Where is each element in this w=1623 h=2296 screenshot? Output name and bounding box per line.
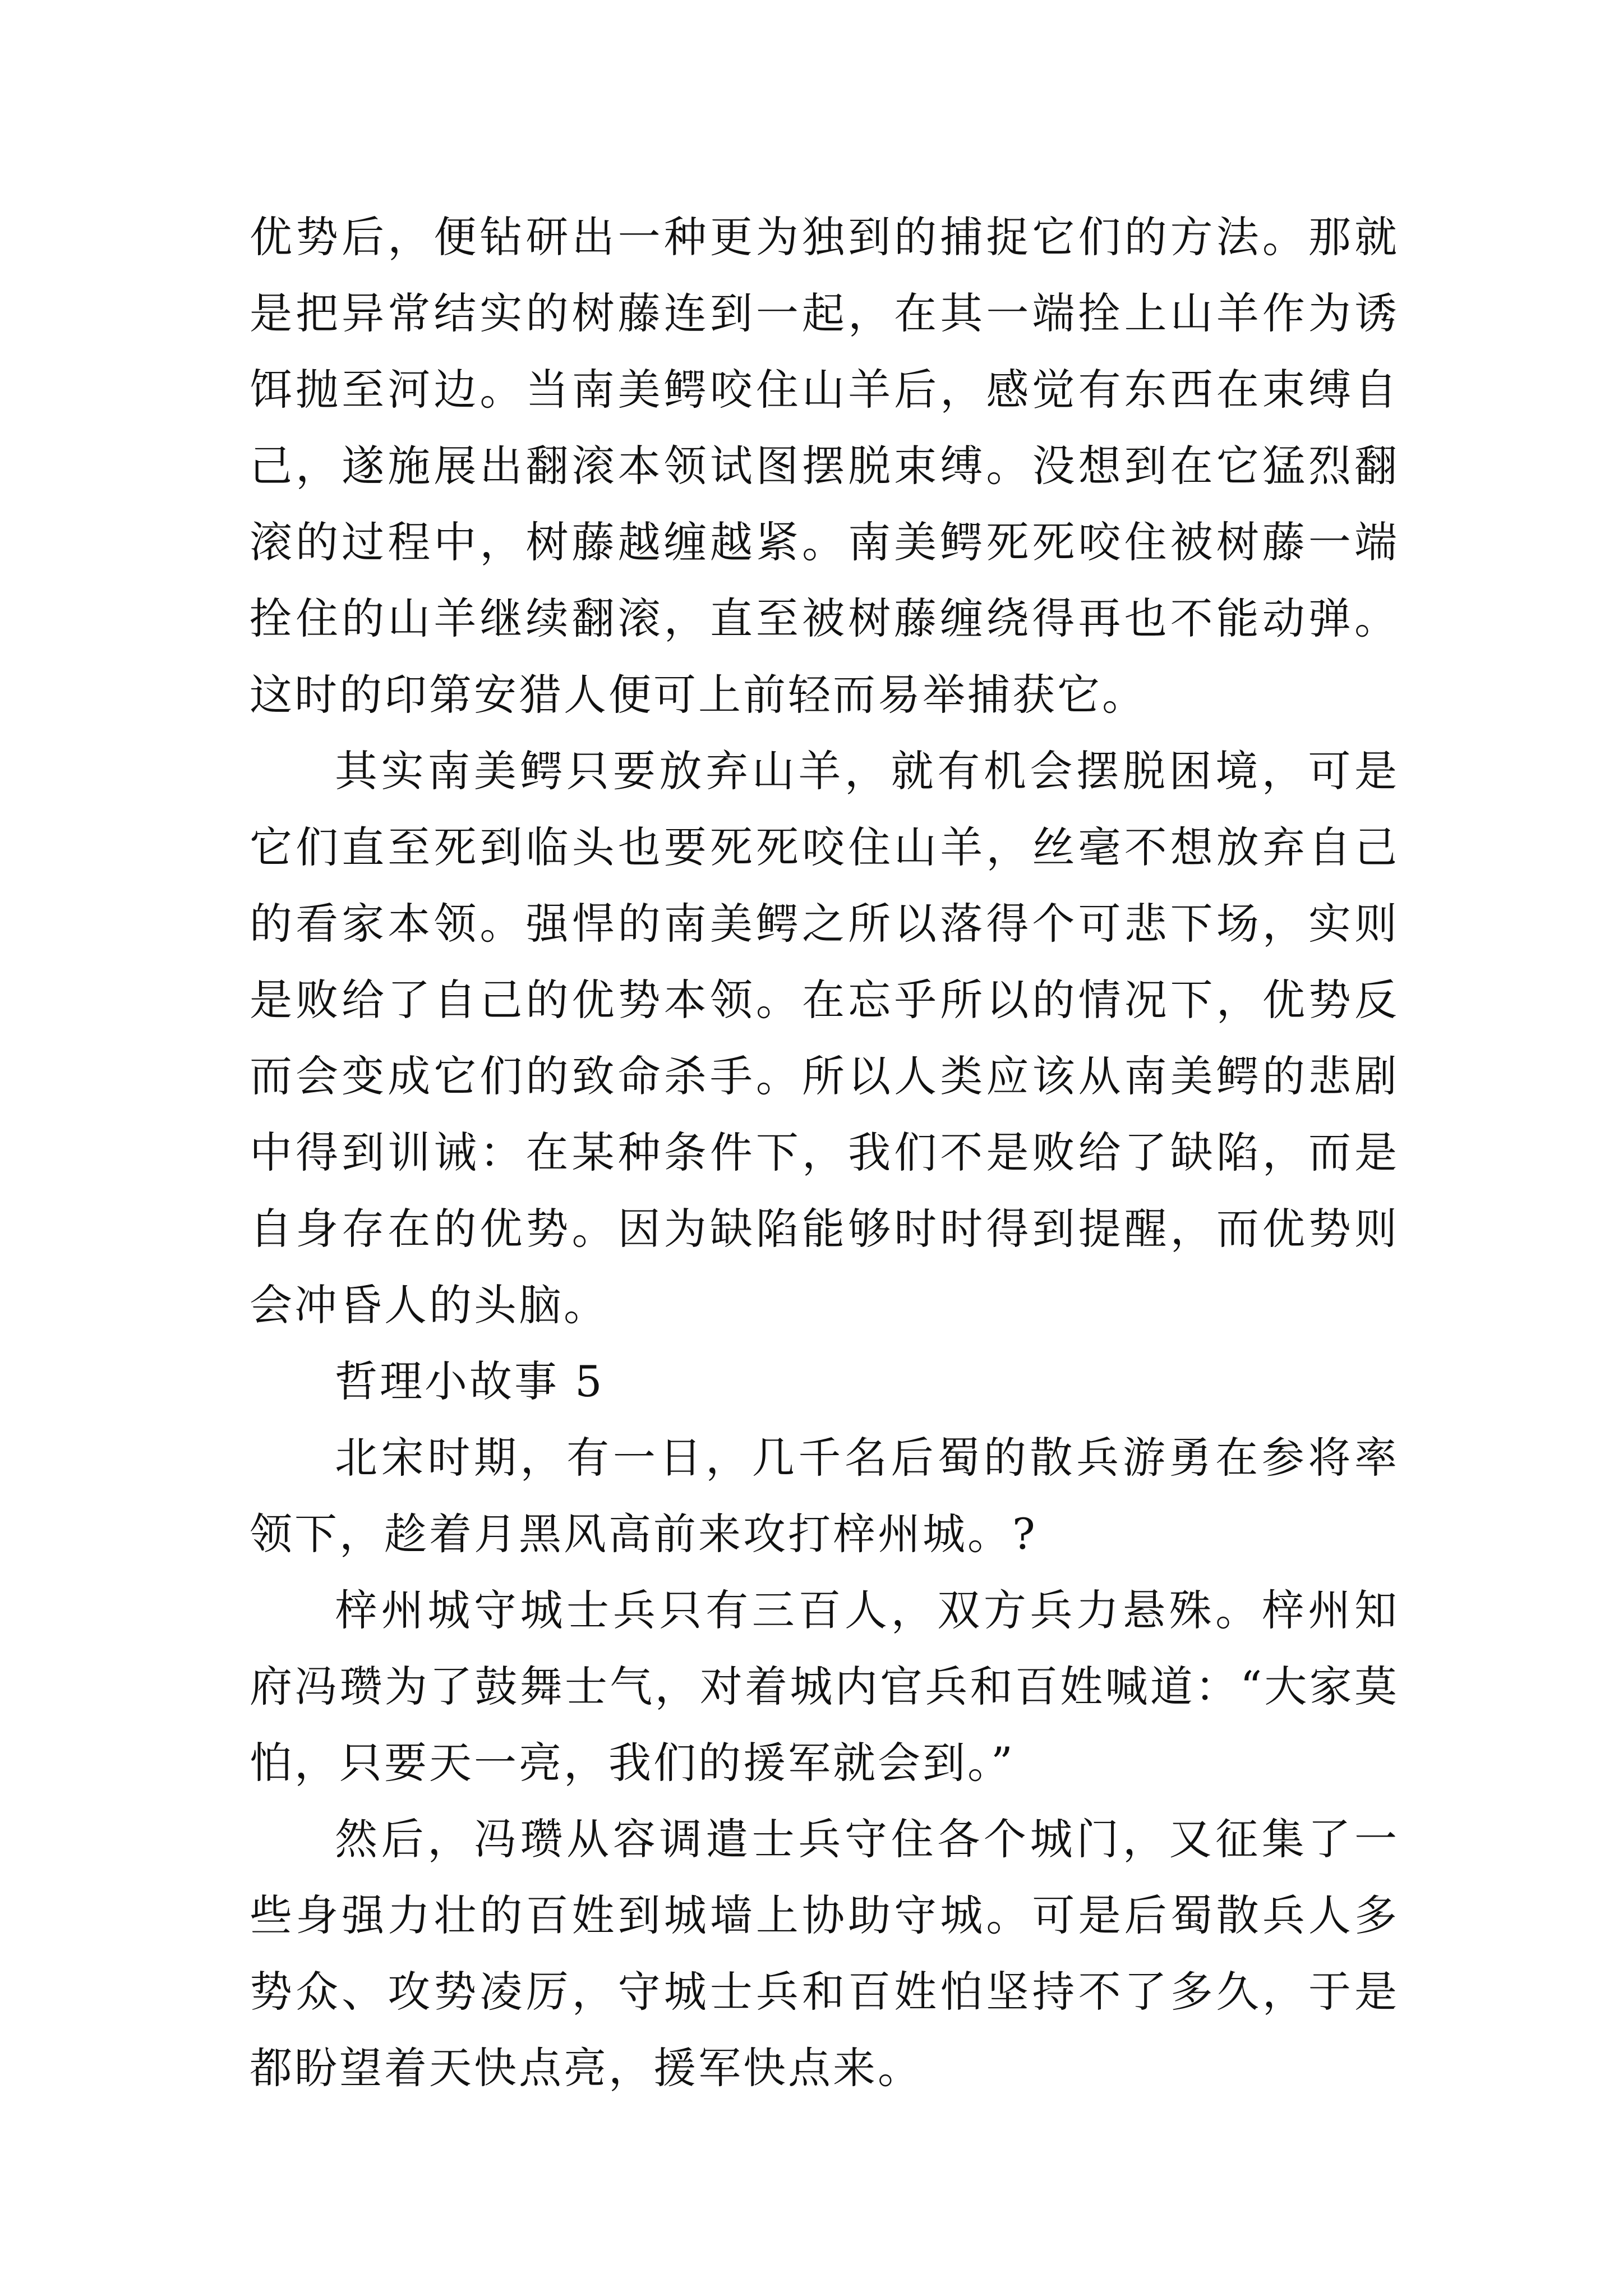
paragraph-zizhou-defense: 梓州城守城士兵只有三百人，双方兵力悬殊。梓州知府冯瓒为了鼓舞士气，对着城内官兵和百姓喊道：“大家莫怕，只要天一亮，我们的援军就会到。” <box>250 1585 1399 1788</box>
paragraph-crocodile-lesson: 其实南美鳄只要放弃山羊，就有机会摆脱困境，可是它们直至死到临头也要死死咬住山羊，丝毫不想放弃自己的看家本领。强悍的南美鳄之所以落得个可悲下场，实则是败给了自己的优势本领。在忘乎所以的情况下，优势反而会变成它们的致命杀手。所以人类应该从南美鳄的悲剧中得到训诫：在某种条件下，我们不是败给了缺陷，而是自身存在的优势。因为缺陷能够时时得到提醒，而优势则会冲昏人的头脑。 <box>250 746 1399 1330</box>
section-heading-story-5: 哲理小故事 5 <box>335 1356 605 1406</box>
paragraph-northern-song-attack: 北宋时期，有一日，几千名后蜀的散兵游勇在参将率领下，趁着月黑风高前来攻打梓州城。? <box>250 1433 1399 1559</box>
paragraph-crocodile-hunting: 优势后，便钻研出一种更为独到的捕捉它们的方法。那就是把异常结实的树藤连到一起，在其一端拴上山羊作为诱饵抛至河边。当南美鳄咬住山羊后，感觉有东西在束缚自己，遂施展出翻滚本领试图摆脱束缚。没想到在它猛烈翻滚的过程中，树藤越缠越紧。南美鳄死死咬住被树藤一端拴住的山羊继续翻滚，直至被树藤缠绕得再也不能动弹。这时的印第安猎人便可上前轻而易举捕获它。 <box>250 212 1399 720</box>
paragraph-feng-zan-orders: 然后，冯瓒从容调遣士兵守住各个城门，又征集了一些身强力壮的百姓到城墙上协助守城。可是后蜀散兵人多势众、攻势凌厉，守城士兵和百姓怕坚持不了多久，于是都盼望着天快点亮，援军快点来。 <box>250 1814 1399 2093</box>
document-body <box>250 199 1399 2106</box>
